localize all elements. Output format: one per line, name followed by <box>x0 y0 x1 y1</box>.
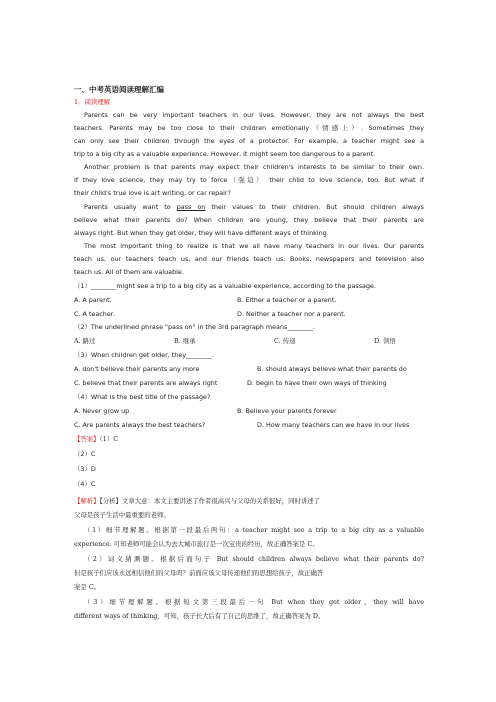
option-row <box>74 407 424 416</box>
analysis-line: （3）细节理解题。根据短文第三段最后一句 But when they get older，they will have <box>84 598 424 606</box>
option-c[interactable]: C. believe that their parents are always right <box>74 379 218 387</box>
option-c[interactable]: C. A teacher. <box>74 310 115 318</box>
passage-line: trip to a big city as a valuable experience. However, it might seem too dangerous to a parent. <box>74 150 376 158</box>
analysis-line: 但是孩子们应该永远相信他们的父母吗？前面应该父母传递他们的思想给孩子，故正确答 <box>74 569 324 577</box>
underlined-phrase: pass on <box>176 203 206 211</box>
passage-line: can only see their children through the eyes of a protector. For example, a teacher might see a <box>74 137 424 145</box>
analysis-line: 案是 C。 <box>74 583 101 591</box>
option-a[interactable]: A. 路过 <box>74 337 96 345</box>
analysis-intro: 【分析】文章大意：本文主要讲述了作者很高兴与父母的关系很好，同时讲述了 <box>99 497 321 505</box>
question-stem: （1）________might see a trip to a big city as a valuable experience, according to the passage. <box>74 282 376 290</box>
option-row <box>74 421 424 430</box>
passage-line: The most important thing to realize is that we all have many teachers in our lives. Our parents <box>84 242 424 250</box>
answer-item: （1）C <box>99 435 119 443</box>
option-row <box>74 337 424 346</box>
passage-line: Parents can be very important teachers in our lives. However, they are not always the best <box>84 111 424 119</box>
passage-line: teach us, our teachers teach us, and our friends teach us. Books, newspapers and television also <box>74 255 424 263</box>
analysis-tag: 【解析】 <box>74 497 100 505</box>
analysis-line: experience. 可知老师可能会认为去大城市旅行是一次宝贵的经历，故正确答案是 C。 <box>74 540 319 548</box>
option-a[interactable]: A. Never grow up <box>74 407 130 415</box>
passage-line: teachers. Parents may be too close to their children emotionally（情感上）. Sometimes they <box>74 124 424 132</box>
option-b[interactable]: B. 继承 <box>174 337 196 345</box>
option-d[interactable]: D. 领悟 <box>374 337 396 345</box>
option-d[interactable]: D. Neither a teacher nor a parent. <box>237 310 346 318</box>
passage-line: always right. But when they get older, they will have different ways of thinking. <box>74 229 329 237</box>
option-d[interactable]: D. How many teachers can we have in our lives <box>257 421 410 429</box>
option-row <box>74 365 424 374</box>
question-stem: （2）The underlined phrase "pass on" in the 3rd paragraph means________. <box>74 323 315 331</box>
passage-line: Parents usually want to pass on their values to their children. But should children always <box>84 203 424 211</box>
answer-row <box>74 435 424 444</box>
question-heading: 1．阅读理解 <box>74 98 111 106</box>
analysis-line: （2）词义猜测题。根据后面句子 But should children always believe what their parents do? <box>84 555 424 563</box>
option-a[interactable]: A. don't believe their parents any more <box>74 365 200 373</box>
option-d[interactable]: D. begin to have their own ways of thinking <box>247 379 387 387</box>
passage-line: Another problem is that parents may expect their children's interests to be similar to their own. <box>84 163 424 171</box>
analysis-line: different ways of thinking，可知，孩子长大后有了自己的思维了，故正确答案为 D。 <box>74 612 325 620</box>
analysis-row <box>74 497 424 506</box>
option-b[interactable]: B. should always believe what their parents do <box>257 365 407 373</box>
question-stem: （4）What is the best title of the passage? <box>74 393 211 401</box>
passage-line: teach us. All of them are valuable. <box>74 268 184 276</box>
passage-line: If they love science, they may try to force（强迫） their child to love science, too. But what if <box>74 176 424 184</box>
option-c[interactable]: C. Are parents always the best teachers? <box>74 421 206 429</box>
answer-tag: 【答案】 <box>74 435 100 443</box>
option-row <box>74 379 424 388</box>
option-c[interactable]: C. 传递 <box>274 337 296 345</box>
passage-line: believe what their parents do? When children are young, they believe that their parents are <box>74 216 424 224</box>
question-stem: （3）When children get older, they________. <box>74 351 214 359</box>
answer-item: （4）C <box>74 480 96 488</box>
option-b[interactable]: B. Either a teacher or a parent. <box>237 296 337 304</box>
answer-item: （3）D <box>74 465 96 473</box>
answer-item: （2）C <box>74 450 96 458</box>
option-a[interactable]: A. A parent. <box>74 296 112 304</box>
option-row <box>74 296 424 305</box>
analysis-line: （1）细节理解题。根据第一段最后两句：a teacher might see a trip to a big city as a valuable <box>84 526 424 534</box>
section-title: 一、中考英语阅读理解汇编 <box>74 85 164 94</box>
passage-line: their child's true love is art writing, or car repair? <box>74 189 231 197</box>
option-row <box>74 310 424 319</box>
analysis-intro: 父母是孩子生活中最重要的老师。 <box>74 511 170 519</box>
option-b[interactable]: B. Believe your parents forever <box>237 407 337 415</box>
